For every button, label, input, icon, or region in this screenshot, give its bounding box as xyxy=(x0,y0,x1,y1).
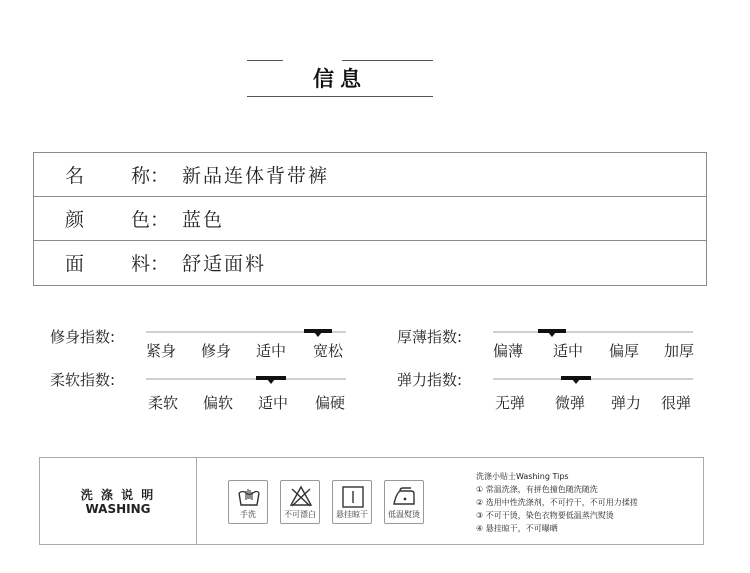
washing-tip: ③ 不可干烫，染色衣物要低温蒸汽熨烫 xyxy=(476,511,614,520)
title-divider xyxy=(247,60,283,61)
thickness-index-option: 加厚 xyxy=(663,342,694,360)
thickness-index-scale xyxy=(493,331,693,333)
info-row-color xyxy=(34,197,706,241)
info-row-fabric xyxy=(34,241,706,285)
info-label: 面 料： xyxy=(65,253,170,275)
softness-index-marker xyxy=(256,376,286,380)
thickness-index-option: 偏厚 xyxy=(608,342,639,360)
thickness-index-label: 厚薄指数: xyxy=(397,328,463,346)
elasticity-index-label: 弹力指数: xyxy=(397,371,463,389)
softness-index-option: 柔软 xyxy=(147,394,178,412)
elasticity-index-option: 很弹 xyxy=(660,394,691,412)
washing-tip: ① 常温洗涤，有拼色撞色随洗随洗 xyxy=(476,485,598,494)
elasticity-index-scale xyxy=(493,378,693,380)
info-row-name xyxy=(34,153,706,197)
info-value: 新品连体背带裤 xyxy=(182,165,330,187)
elasticity-index-marker xyxy=(561,376,591,380)
softness-index-option: 偏软 xyxy=(202,394,233,412)
elasticity-index-option: 微弹 xyxy=(554,394,585,412)
elasticity-index-option: 无弹 xyxy=(494,394,525,412)
fit-index-marker xyxy=(304,329,332,333)
washing-instructions-panel xyxy=(39,457,704,545)
section-title xyxy=(247,60,433,98)
title-divider xyxy=(247,96,433,97)
title-divider xyxy=(342,60,433,61)
softness-index-scale xyxy=(146,378,346,380)
softness-index-label: 柔软指数: xyxy=(50,371,116,389)
fit-index-option: 紧身 xyxy=(145,342,176,360)
icon-caption: 低温熨烫 xyxy=(388,510,420,519)
page-title: 信息 xyxy=(313,66,367,91)
thickness-index-option: 偏薄 xyxy=(492,342,523,360)
thickness-index-marker xyxy=(538,329,566,333)
hand-wash-icon xyxy=(228,480,268,524)
washing-tips-title: 洗涤小贴士Washing Tips xyxy=(476,472,569,481)
washing-title-en: WASHING xyxy=(85,502,151,516)
no-bleach-icon xyxy=(280,480,320,524)
washing-tip: ④ 悬挂晾干，不可曝晒 xyxy=(476,524,558,533)
fit-index-option: 适中 xyxy=(255,342,286,360)
fit-index-option: 修身 xyxy=(200,342,231,360)
fit-index-option: 宽松 xyxy=(312,342,343,360)
hang-dry-icon xyxy=(332,480,372,524)
washing-title-cn: 洗 涤 说 明 xyxy=(80,488,156,502)
softness-index-option: 适中 xyxy=(257,394,288,412)
fit-index-label: 修身指数: xyxy=(50,328,116,346)
thickness-index-option: 适中 xyxy=(552,342,583,360)
product-info-table xyxy=(33,152,707,286)
washing-tip: ② 选用中性洗涤剂，不可拧干，不可用力揉搓 xyxy=(476,498,638,507)
low-iron-icon xyxy=(384,480,424,524)
washing-divider xyxy=(196,458,197,544)
softness-index-option: 偏硬 xyxy=(314,394,345,412)
icon-caption: 悬挂晾干 xyxy=(336,510,368,519)
info-label: 名 称： xyxy=(65,165,170,187)
info-value: 蓝色 xyxy=(182,209,225,231)
icon-caption: 不可漂白 xyxy=(284,510,316,519)
info-value: 舒适面料 xyxy=(182,253,267,275)
info-label: 颜 色： xyxy=(65,209,170,231)
icon-caption: 手洗 xyxy=(240,510,256,519)
elasticity-index-option: 弹力 xyxy=(610,394,641,412)
